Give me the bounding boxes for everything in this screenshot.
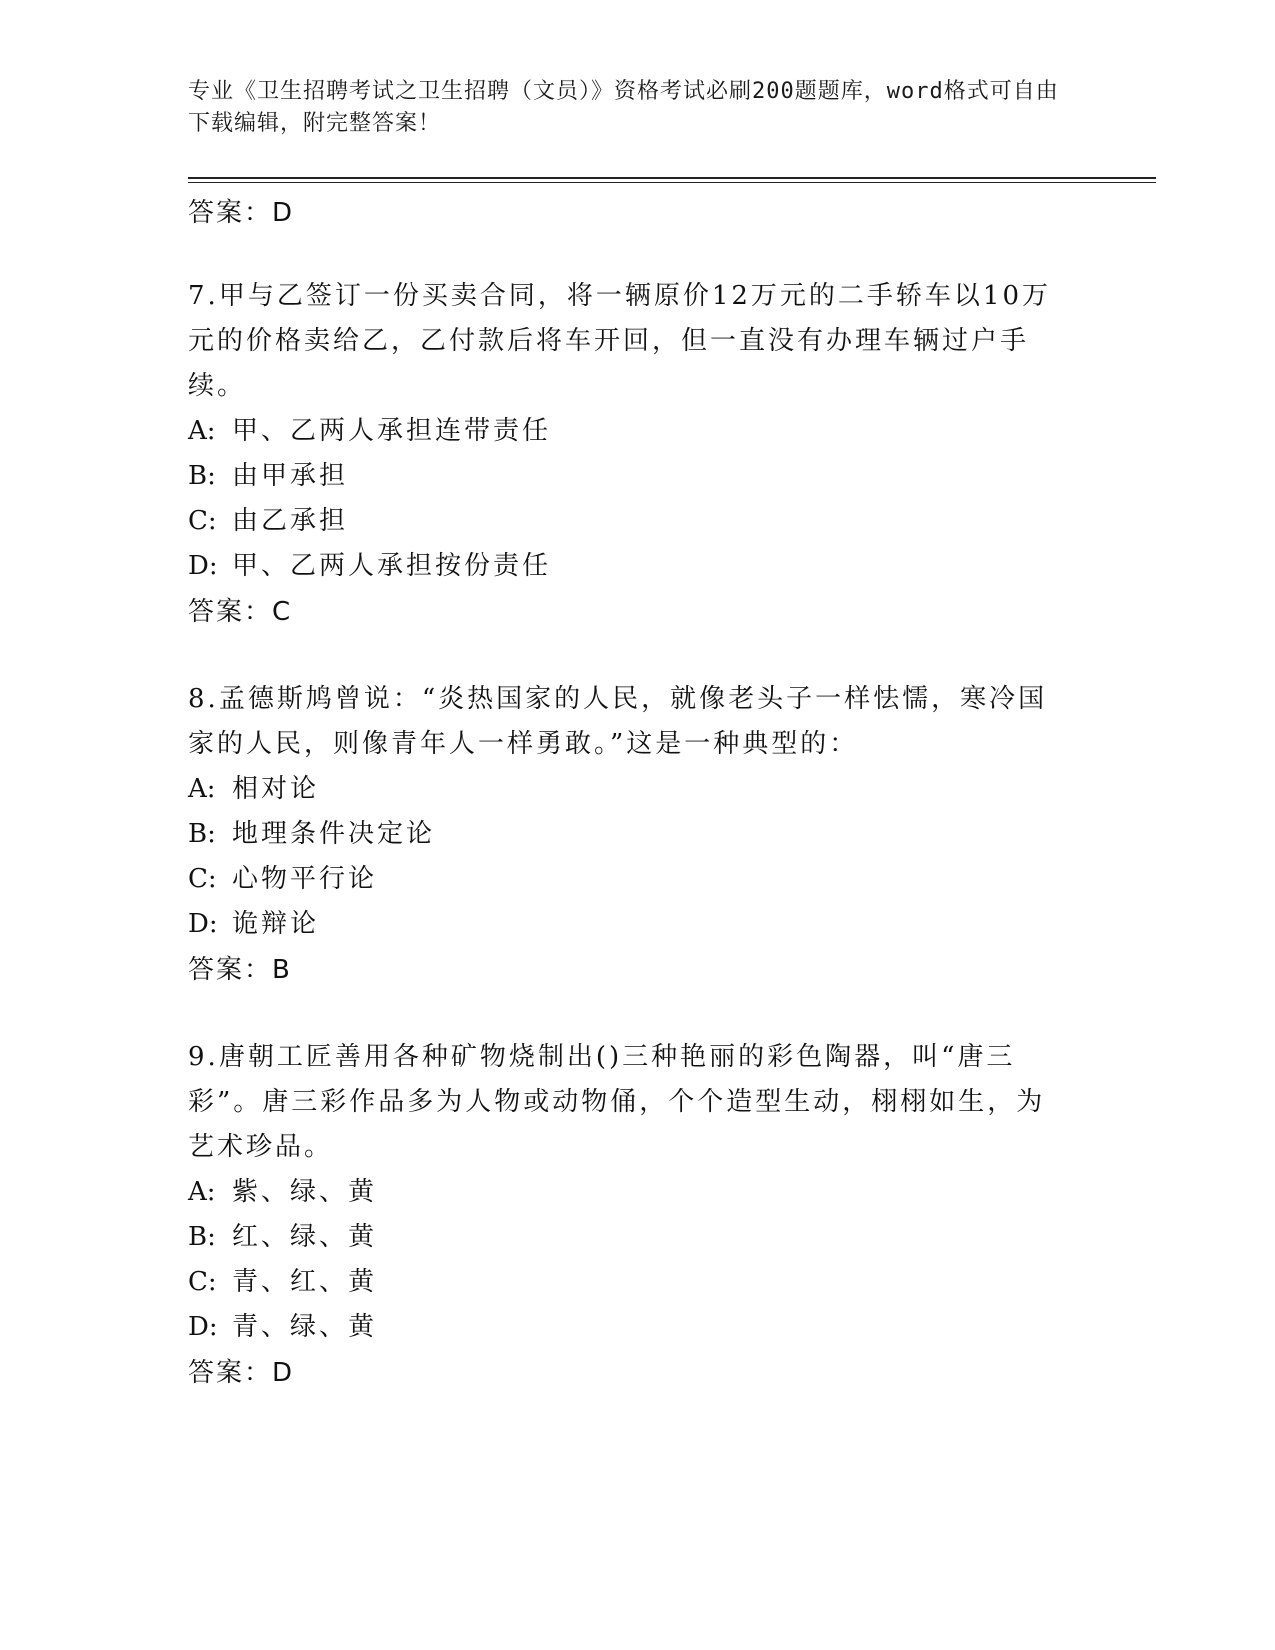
answer-label: 答案： <box>188 198 273 228</box>
option-key: A: <box>188 774 216 804</box>
option-text: 甲、乙两人承担按份责任 <box>232 551 552 581</box>
question-number: 7. <box>188 281 219 311</box>
option-key: B: <box>188 1222 216 1252</box>
question-text: 甲与乙签订一份买卖合同，将一辆原价12万元的二手轿车以10万元的价格卖给乙，乙付款后将车开回，但一直没有办理车辆过户手续。 <box>188 281 1051 401</box>
question-number: 8. <box>188 684 219 714</box>
answer-line <box>188 1350 1068 1396</box>
option-key: A: <box>188 1177 216 1207</box>
option-text: 相对论 <box>232 774 320 804</box>
option-text: 紫、绿、黄 <box>232 1177 378 1207</box>
option-key: A: <box>188 416 216 446</box>
option-b <box>188 812 1068 857</box>
option-c <box>188 1260 1068 1305</box>
option-key: D: <box>188 1312 218 1342</box>
option-text: 青、红、黄 <box>232 1267 378 1297</box>
option-c <box>188 857 1068 902</box>
answer-label: 答案： <box>188 1358 273 1388</box>
option-key: D: <box>188 551 218 581</box>
spacer <box>188 236 1068 278</box>
answer-value: B <box>272 955 290 985</box>
answer-line <box>188 190 1068 236</box>
option-a <box>188 409 1068 454</box>
option-text: 诡辩论 <box>232 909 320 939</box>
option-text: 青、绿、黄 <box>232 1312 378 1342</box>
question-stem <box>188 274 1068 409</box>
option-key: B: <box>188 819 216 849</box>
question-number: 9. <box>188 1042 219 1072</box>
question-list <box>188 190 1068 1396</box>
document-header: 专业《卫生招聘考试之卫生招聘（文员）》资格考试必刷200题题库，word格式可自由下载编辑，附完整答案！ <box>188 79 1059 136</box>
option-a <box>188 767 1068 812</box>
option-d <box>188 1305 1068 1350</box>
option-key: B: <box>188 461 216 491</box>
option-a <box>188 1170 1068 1215</box>
option-text: 红、绿、黄 <box>232 1222 378 1252</box>
option-c <box>188 499 1068 544</box>
answer-value: D <box>272 1358 293 1388</box>
option-key: D: <box>188 909 218 939</box>
question-stem <box>188 1035 1068 1170</box>
header-divider <box>188 177 1156 179</box>
answer-value: C <box>272 597 291 627</box>
option-text: 甲、乙两人承担连带责任 <box>232 416 552 446</box>
question-stem <box>188 677 1068 767</box>
question-text: 孟德斯鸠曾说：“炎热国家的人民，就像老头子一样怯懦，寒冷国家的人民，则像青年人一样勇敢。”这是一种典型的： <box>188 684 1048 759</box>
question-text: 唐朝工匠善用各种矿物烧制出()三种艳丽的彩色陶器，叫“唐三彩”。唐三彩作品多为人物或动物俑，个个造型生动，栩栩如生，为艺术珍品。 <box>188 1042 1046 1162</box>
option-b <box>188 1215 1068 1260</box>
answer-line <box>188 947 1068 993</box>
option-text: 由甲承担 <box>232 461 349 491</box>
answer-value: D <box>272 198 293 228</box>
spacer <box>188 993 1068 1035</box>
option-text: 地理条件决定论 <box>232 819 436 849</box>
answer-label: 答案： <box>188 955 273 985</box>
option-key: C: <box>188 1267 217 1297</box>
option-text: 心物平行论 <box>232 864 378 894</box>
option-d <box>188 544 1068 589</box>
answer-line <box>188 589 1068 635</box>
option-key: C: <box>188 506 217 536</box>
header-divider-thin <box>188 182 1156 183</box>
answer-label: 答案： <box>188 597 273 627</box>
option-b <box>188 454 1068 499</box>
option-key: C: <box>188 864 217 894</box>
spacer <box>188 635 1068 677</box>
option-text: 由乙承担 <box>232 506 349 536</box>
option-d <box>188 902 1068 947</box>
